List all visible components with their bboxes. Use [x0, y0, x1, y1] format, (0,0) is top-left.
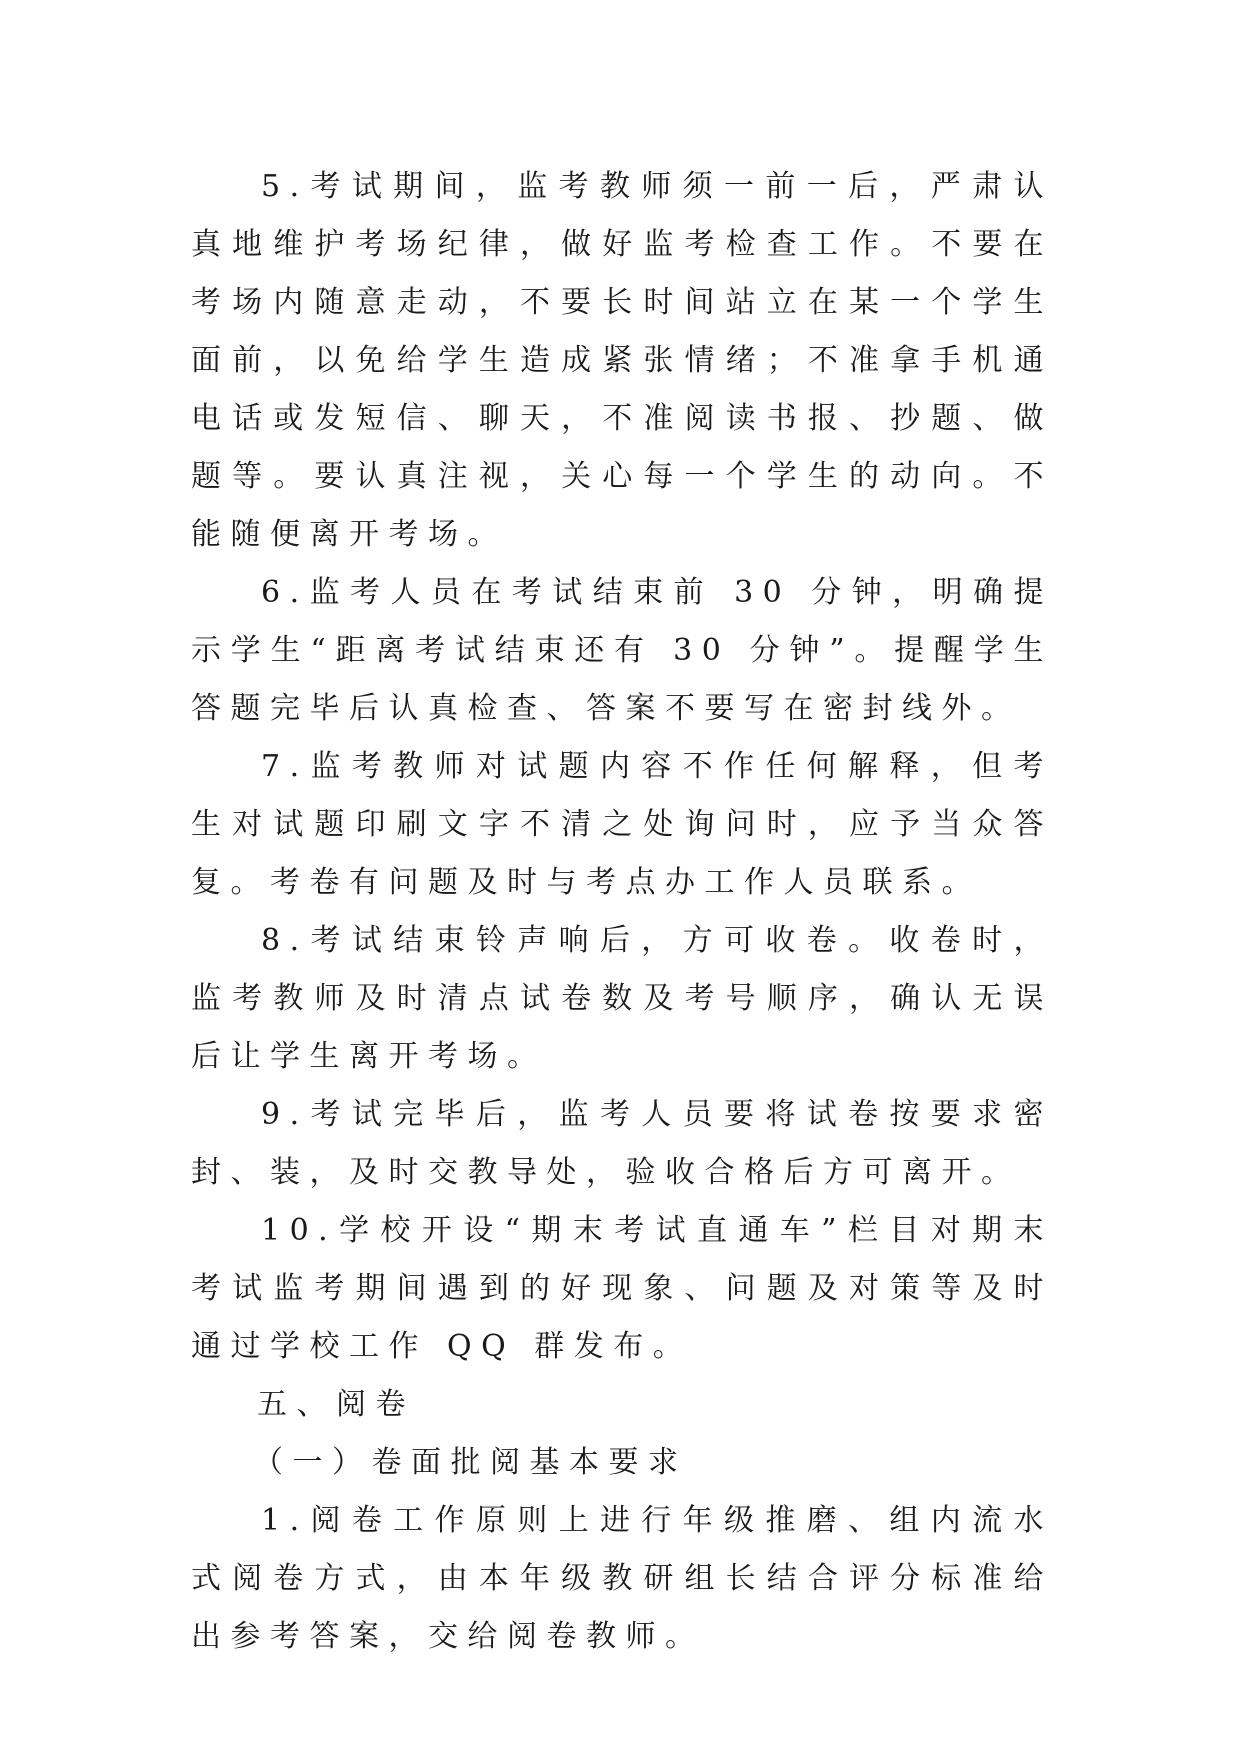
paragraph-item-6: 6.监考人员在考试结束前 30 分钟，明确提示学生“距离考试结束还有 30 分钟”。提醒学生答题完毕后认真检查、答案不要写在密封线外。: [191, 575, 1053, 726]
paragraph-item-9: 9.考试完毕后，监考人员要将试卷按要求密封、装，及时交教导处，验收合格后方可离开。: [191, 1097, 1053, 1190]
paragraph-item-10: 10.学校开设“期末考试直通车”栏目对期末考试监考期间遇到的好现象、问题及对策等及时通过学校工作 QQ 群发布。: [191, 1213, 1053, 1364]
document-body: [191, 158, 1053, 1666]
subsection-heading: （一）卷面批阅基本要求: [253, 1445, 688, 1480]
paragraph-item-8: 8.考试结束铃声响后，方可收卷。收卷时，监考教师及时清点试卷数及考号顺序，确认无误后让学生离开考场。: [191, 923, 1053, 1074]
paragraph-item-5: 5.考试期间，监考教师须一前一后，严肃认真地维护考场纪律，做好监考检查工作。不要在考场内随意走动，不要长时间站立在某一个学生面前，以免给学生造成紧张情绪；不准拿手机通电话或发短信、聊天，不准阅读书报、抄题、做题等。要认真注视，关心每一个学生的动向。不能随便离开考场。: [191, 169, 1053, 552]
section-heading: 五、阅卷: [257, 1387, 415, 1422]
paragraph-item-7: 7.监考教师对试题内容不作任何解释，但考生对试题印刷文字不清之处询问时，应予当众答复。考卷有问题及时与考点办工作人员联系。: [191, 749, 1053, 900]
paragraph-item-1: 1.阅卷工作原则上进行年级推磨、组内流水式阅卷方式，由本年级教研组长结合评分标准给出参考答案，交给阅卷教师。: [191, 1503, 1053, 1654]
